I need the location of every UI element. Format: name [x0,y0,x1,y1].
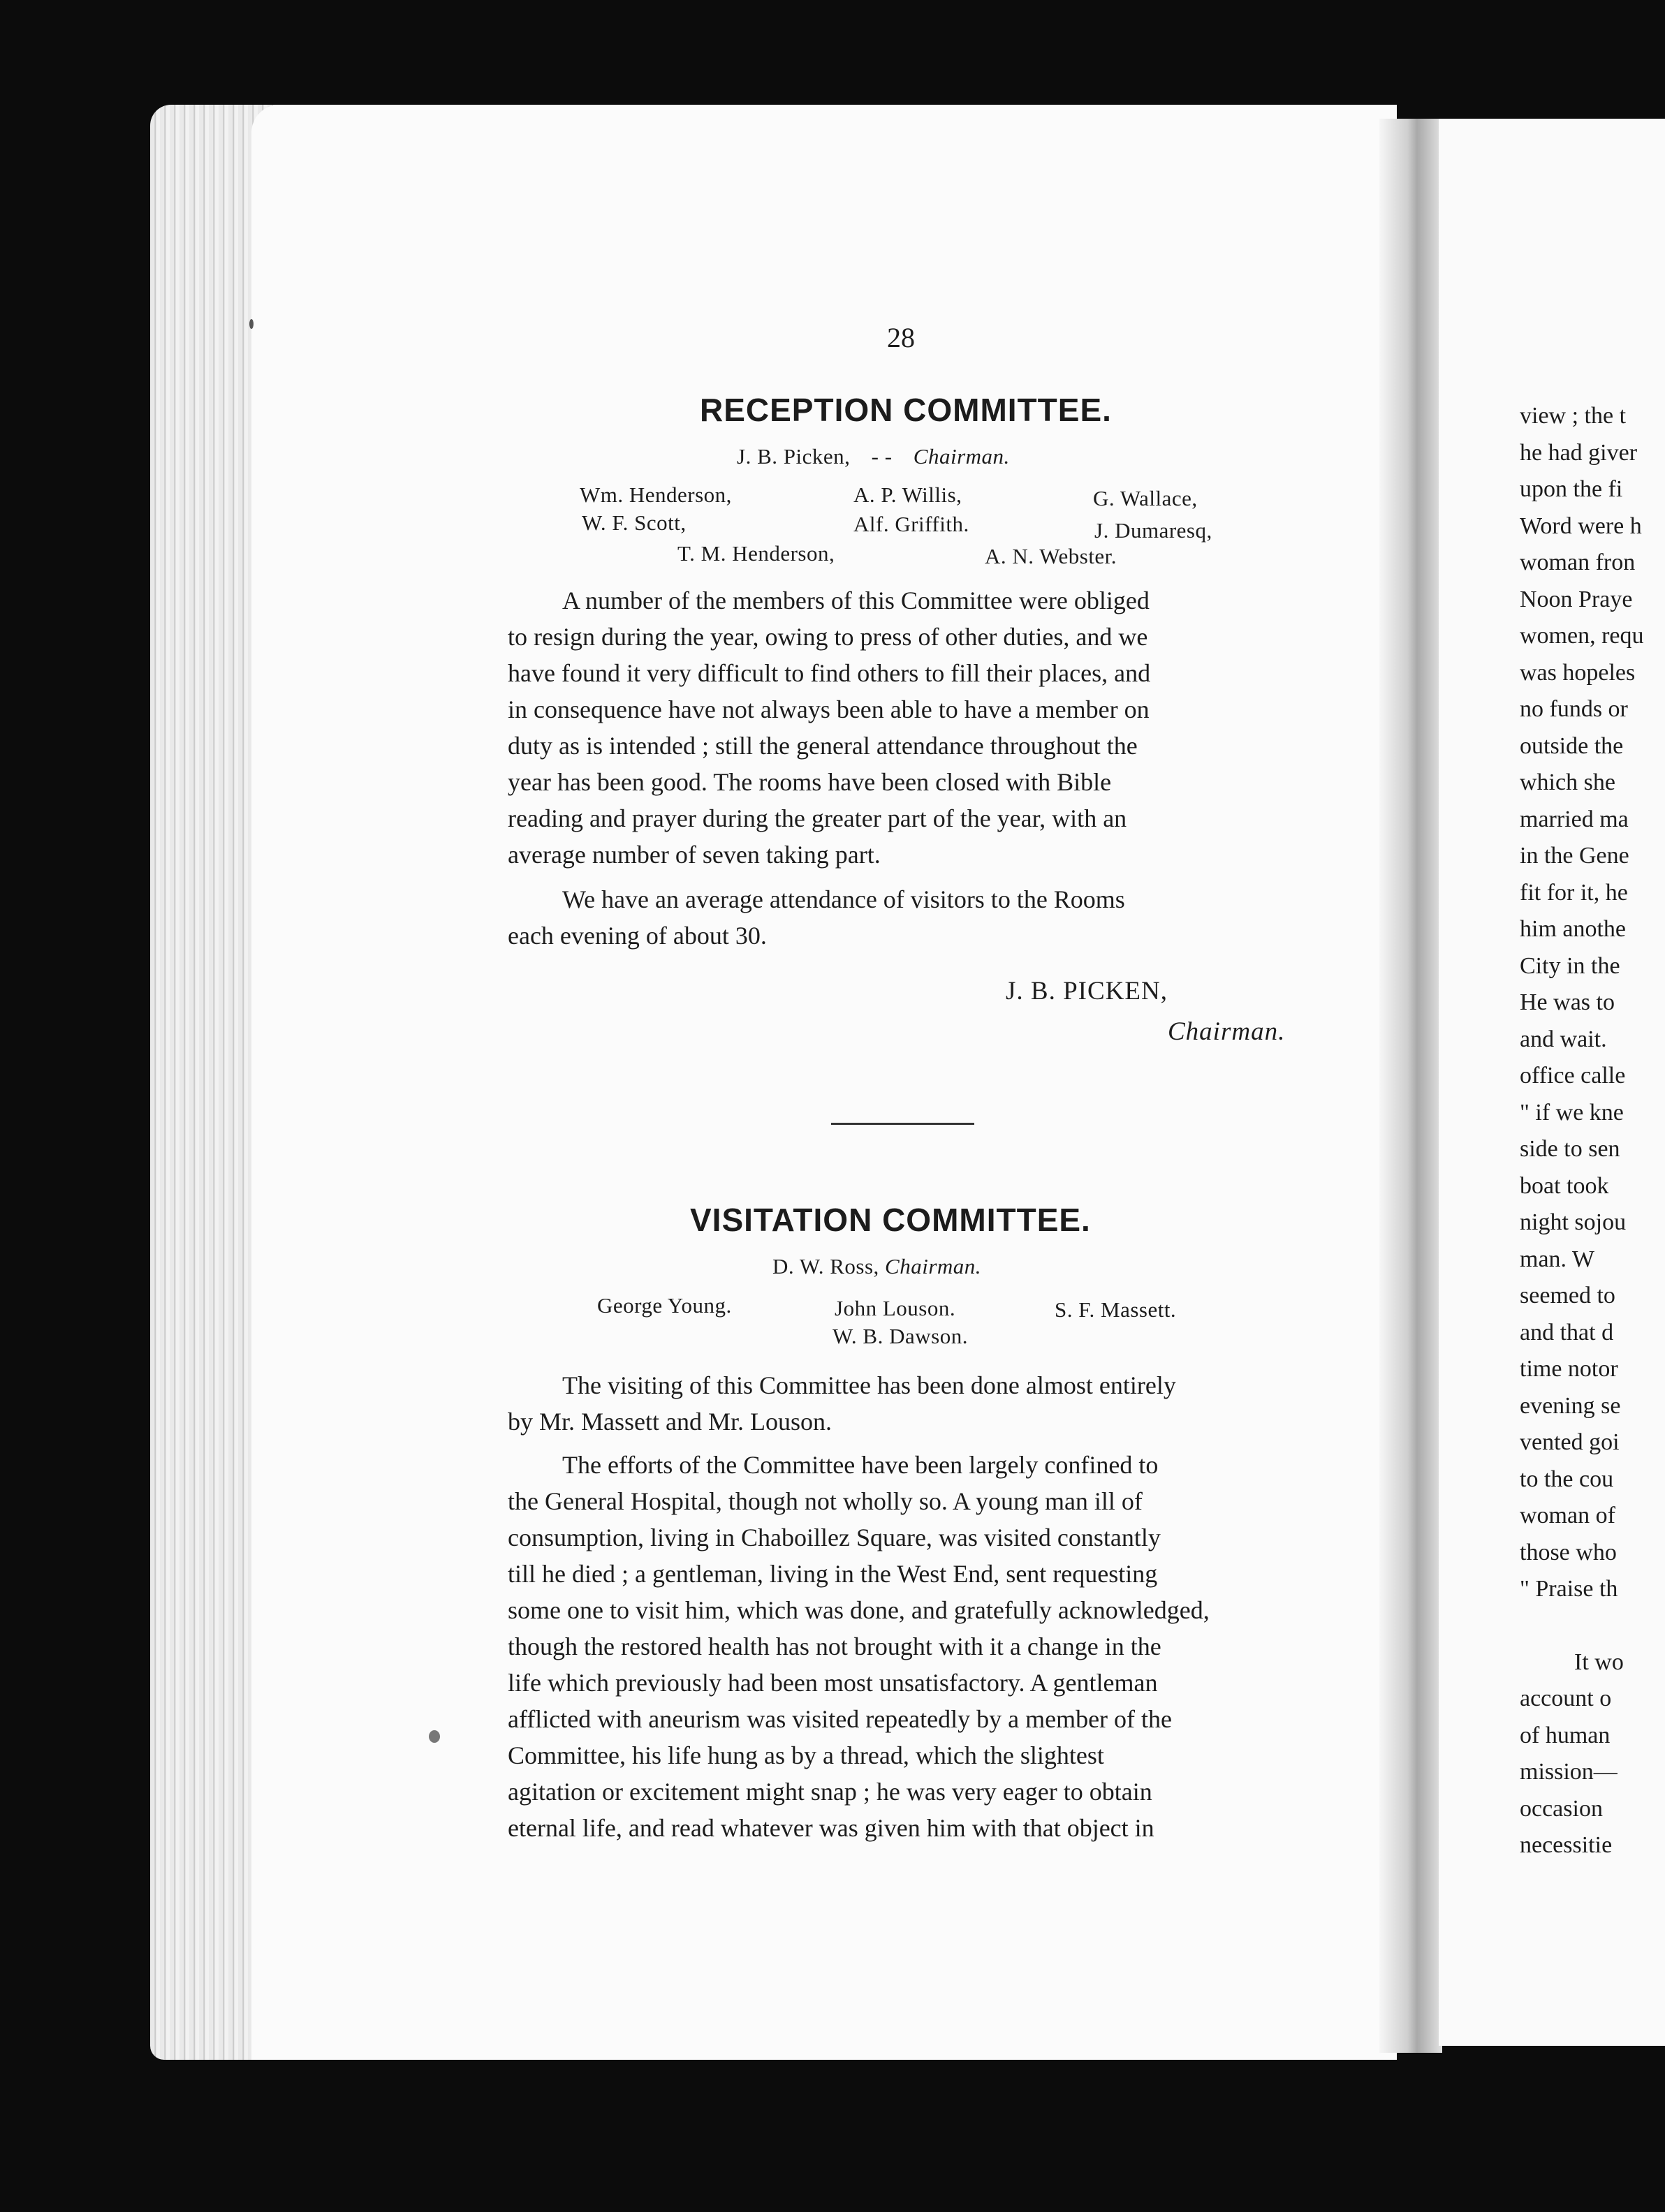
fragment-line: account o [1520,1686,1612,1711]
fragment-line: seemed to [1520,1283,1615,1308]
scan-speck [429,1730,440,1743]
visitation-chairman-role: Chairman. [885,1254,982,1278]
section-divider [831,1123,974,1125]
reception-chairman-line [737,444,1010,469]
fragment-line: Noon Praye [1520,586,1633,612]
text-line: Committee, his life hung as by a thread, which the slightest [508,1741,1104,1769]
text-line: agitation or excitement might snap ; he was very eager to obtain [508,1778,1152,1806]
fragment-line: vented goi [1520,1429,1620,1455]
fragment-line: no funds or [1520,696,1628,722]
fragment-line: upon the fi [1520,476,1623,502]
visitation-member: John Louson. [835,1296,956,1320]
text-line: average number of seven taking part. [508,841,881,869]
fragment-line: time notor [1520,1356,1618,1382]
fragment-line: " Praise th [1520,1576,1618,1602]
page-number: 28 [887,322,915,353]
reception-member: A. P. Willis, [853,482,962,507]
fragment-line: in the Gene [1520,843,1629,869]
reception-paragraph-1 [508,582,1296,873]
text-line: the General Hospital, though not wholly so. A young man ill of [508,1487,1143,1515]
fragment-line: women, requ [1520,623,1644,649]
reception-chairman-name: J. B. Picken, [737,444,851,469]
reception-paragraph-2 [508,881,1296,954]
visitation-chairman-name: D. W. Ross, [772,1254,879,1278]
fragment-line: of human [1520,1722,1611,1748]
text-line: life which previously had been most unsatisfactory. A gentleman [508,1669,1158,1697]
reception-chairman-role: Chairman. [913,444,1010,469]
fragment-line: married ma [1520,806,1629,832]
fragment-line: " if we kne [1520,1099,1624,1126]
reception-signature-name: J. B. PICKEN, [1006,977,1168,1005]
fragment-line: and that d [1520,1319,1614,1345]
right-page-fragments [1520,398,1665,1864]
fragment-line: him anothe [1520,916,1627,942]
text-line: have found it very difficult to find others to fill their places, and [508,659,1151,687]
fragment-line: City in the [1520,952,1620,979]
reception-member: A. N. Webster. [985,544,1117,568]
fragment-line: those who [1520,1539,1617,1565]
fragment-line: to the cou [1520,1466,1614,1492]
visitation-paragraph-2 [508,1447,1296,1846]
visitation-member: S. F. Massett. [1055,1297,1177,1322]
fragment-line: woman of [1520,1503,1615,1528]
visitation-chairman-line [772,1254,981,1279]
text-line: each evening of about 30. [508,922,767,950]
fragment-line: he had giver [1520,439,1638,466]
visitation-member: W. B. Dawson. [833,1324,968,1348]
fragment-line: necessitie [1520,1832,1613,1858]
scan-speck [249,319,254,329]
fragment-line: mission— [1520,1759,1618,1785]
fragment-line: evening se [1520,1392,1621,1419]
visitation-paragraph-1 [508,1367,1296,1440]
fragment-line: man. W [1520,1246,1595,1272]
reception-member: J. Dumaresq, [1094,518,1212,543]
text-line: A number of the members of this Committee were obliged [562,587,1150,614]
visitation-member: George Young. [597,1293,732,1318]
text-line: We have an average attendance of visitors to the Rooms [562,885,1125,913]
book-gutter [1379,119,1442,2053]
reception-member: W. F. Scott, [582,510,687,535]
reception-committee-title: RECEPTION COMMITTEE. [700,392,1112,428]
reception-chairman-dashes: - - [871,444,893,469]
reception-member: Wm. Henderson, [580,482,732,507]
text-line: some one to visit him, which was done, and gratefully acknowledged, [508,1596,1210,1624]
fragment-line: outside the [1520,732,1624,759]
fragment-line: occasion [1520,1795,1603,1822]
text-line: afflicted with aneurism was visited repeatedly by a member of the [508,1705,1173,1733]
text-line: though the restored health has not brought with it a change in the [508,1632,1161,1660]
text-line: The visiting of this Committee has been done almost entirely [562,1371,1176,1399]
fragment-line: boat took [1520,1172,1609,1199]
fragment-line: He was to [1520,989,1615,1015]
text-line: reading and prayer during the greater part of the year, with an [508,804,1127,832]
fragment-line: woman fron [1520,550,1636,575]
text-line: eternal life, and read whatever was given him with that object in [508,1814,1154,1842]
visitation-committee-title: VISITATION COMMITTEE. [690,1202,1091,1238]
paragraph-gap [1520,1608,1665,1644]
fragment-line: office calle [1520,1063,1626,1089]
reception-member: T. M. Henderson, [677,541,835,566]
reception-member: Alf. Griffith. [853,512,969,536]
fragment-line: view ; the t [1520,403,1627,429]
fragment-line: side to sen [1520,1136,1620,1162]
text-line: The efforts of the Committee have been largely confined to [562,1451,1159,1479]
text-line: in consequence have not always been able to have a member on [508,695,1150,723]
reception-member: G. Wallace, [1093,486,1198,510]
reception-signature-title: Chairman. [1168,1017,1286,1046]
fragment-line: was hopeles [1520,659,1636,686]
text-line: to resign during the year, owing to press of other duties, and we [508,623,1148,651]
text-line: till he died ; a gentleman, living in the West End, sent requesting [508,1560,1158,1588]
fragment-line: Word were h [1520,513,1642,539]
fragment-line: and wait. [1520,1026,1607,1052]
text-line: consumption, living in Chaboillez Square, was visited constantly [508,1524,1161,1551]
text-line: year has been good. The rooms have been closed with Bible [508,768,1112,796]
text-line: by Mr. Massett and Mr. Louson. [508,1408,832,1436]
fragment-line: fit for it, he [1520,879,1628,906]
fragment-line: which she [1520,769,1615,795]
fragment-line: It wo [1574,1649,1624,1675]
text-line: duty as is intended ; still the general attendance throughout the [508,732,1138,760]
fragment-line: night sojou [1520,1209,1627,1235]
